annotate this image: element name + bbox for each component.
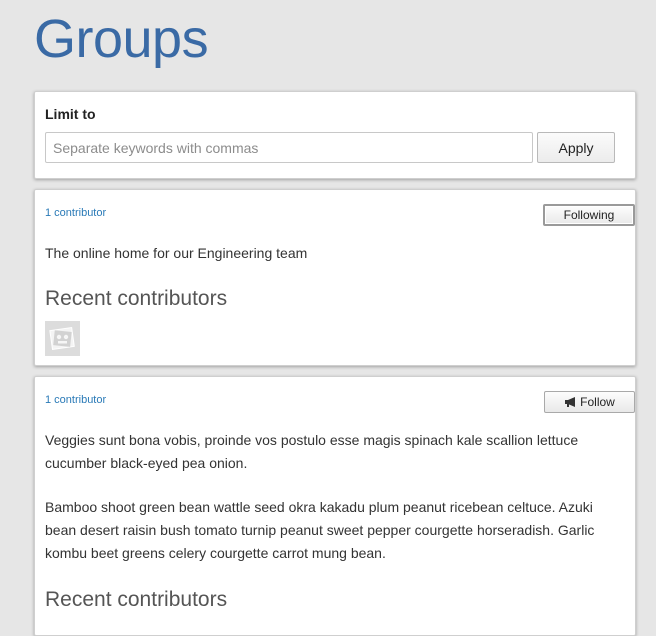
apply-button[interactable]: Apply [537,132,615,163]
page-title: Groups [34,9,209,69]
recent-contributors-heading: Recent contributors [45,588,228,611]
contributor-avatar[interactable] [45,321,80,356]
group-card [34,189,636,366]
keyword-filter-input[interactable] [45,132,533,163]
following-label: Following [563,208,615,222]
following-button[interactable] [543,204,635,226]
filter-label: Limit to [45,106,96,122]
group-description: The online home for our Engineering team [45,245,308,261]
megaphone-icon [564,396,578,408]
contributor-count-link[interactable]: 1 contributor [45,207,107,219]
recent-contributors-heading: Recent contributors [45,287,228,310]
filter-panel [34,91,636,179]
follow-label: Follow [580,395,615,409]
group-description: Veggies sunt bona vobis, proinde vos postulo esse magis spinach kale scallion lettuce cucumber black-eyed pea onion. [45,432,579,471]
group-description: Bamboo shoot green bean wattle seed okra kakadu plum peanut ricebean celtuce. Azuki bean desert raisin bush tomato turnip peanut sweet pepper courgette horseradish. Garlic kombu beet greens celery courgette carrot mung bean. [45,499,595,561]
group-card [34,376,636,636]
follow-button[interactable] [544,391,635,413]
default-avatar-icon [48,325,77,352]
contributor-count-link[interactable]: 1 contributor [45,394,107,406]
